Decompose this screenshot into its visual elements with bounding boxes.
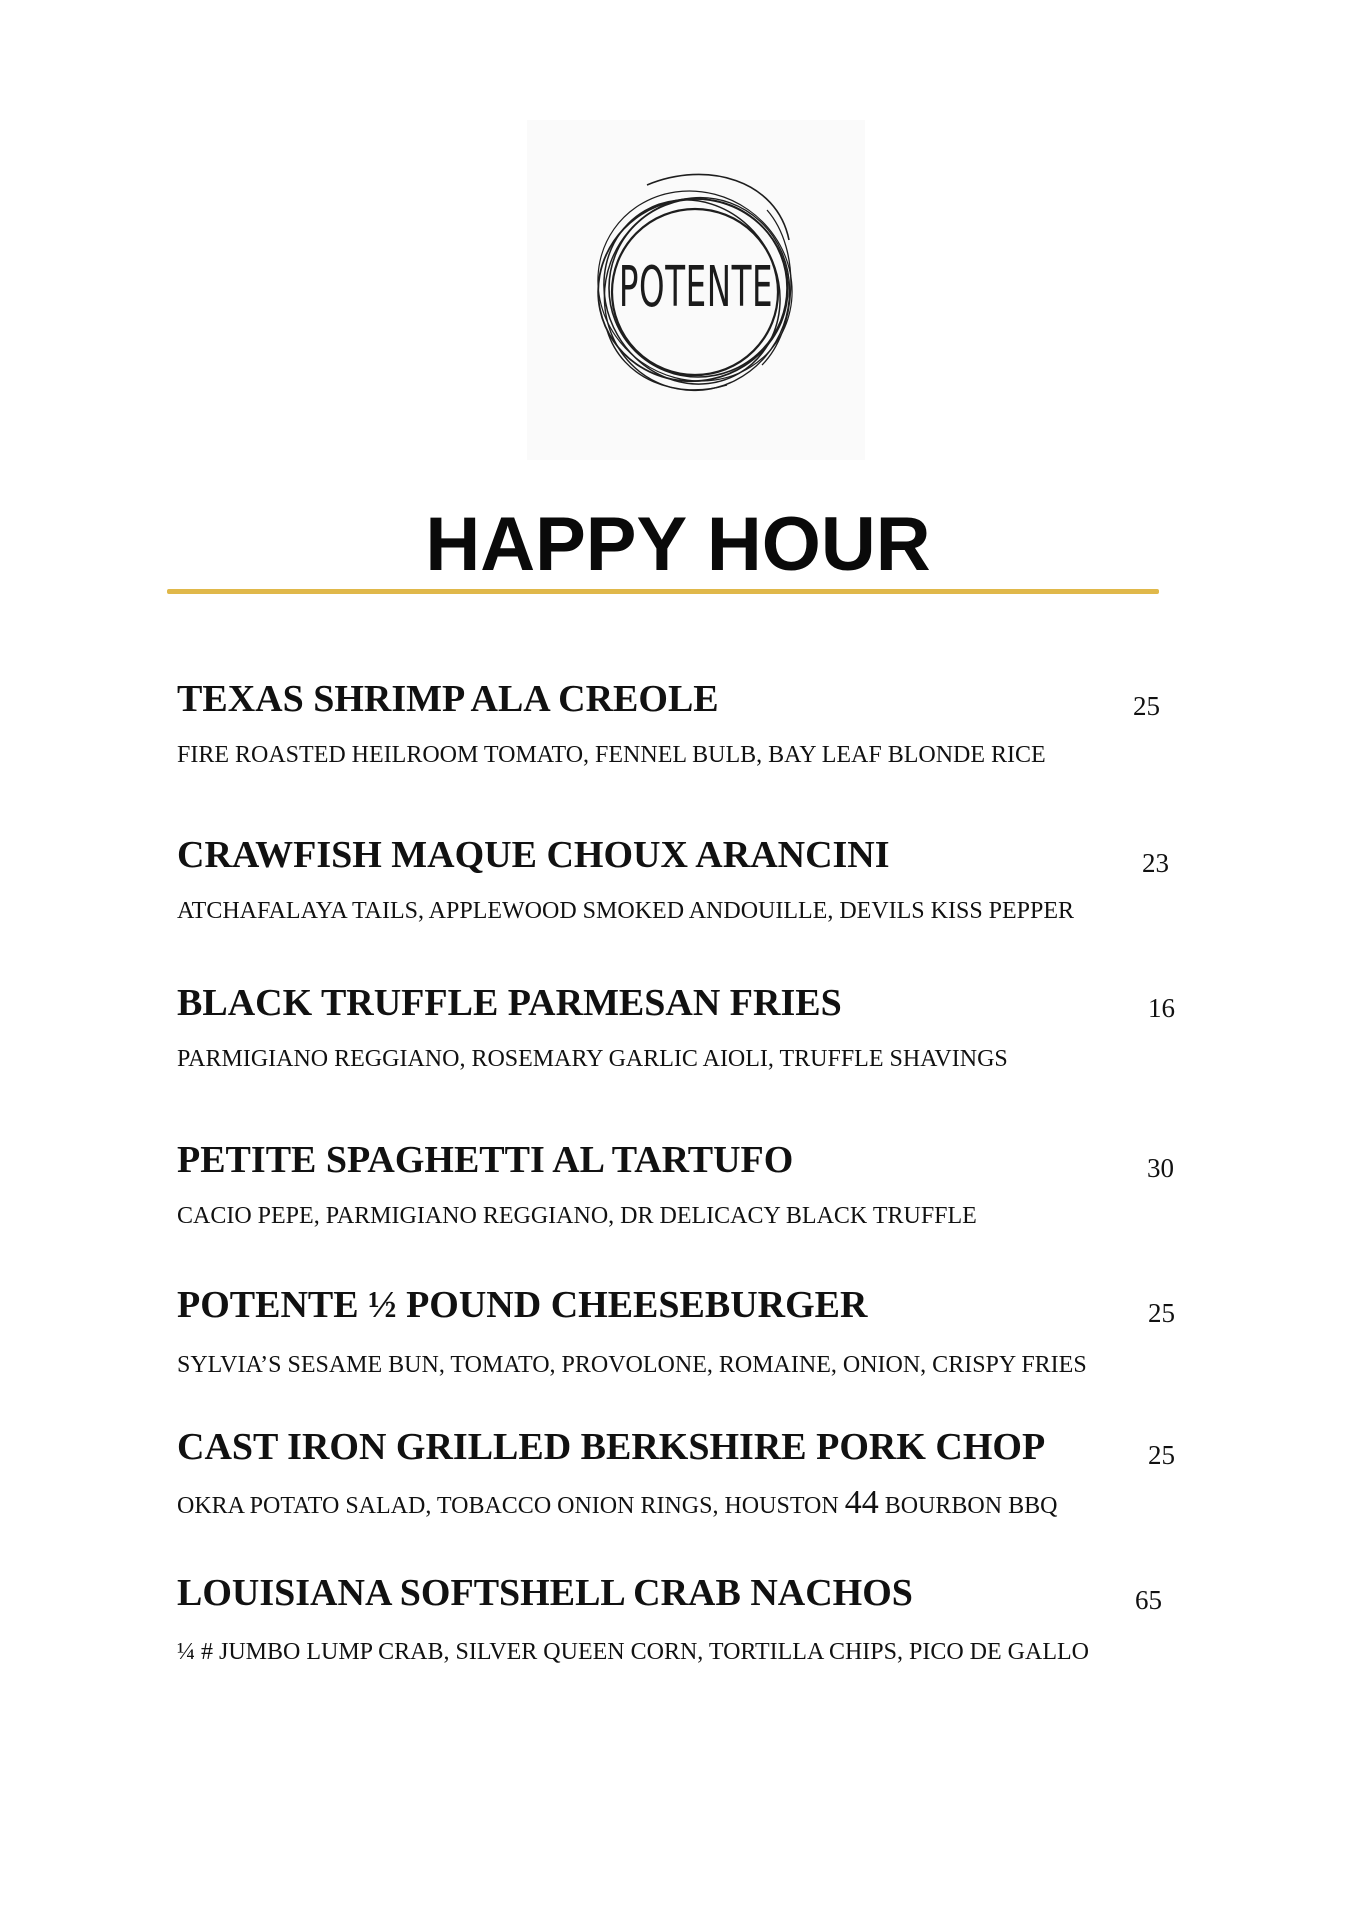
page-title: HAPPY HOUR (425, 502, 931, 587)
description-number: 44 (844, 1484, 879, 1521)
menu-item-price: 23 (1142, 848, 1169, 878)
menu-item-price: 16 (1148, 993, 1175, 1023)
menu-item-name: TEXAS SHRIMP ALA CREOLE (177, 678, 719, 720)
menu-item-name: CAST IRON GRILLED BERKSHIRE PORK CHOP (177, 1426, 1046, 1468)
menu-item-name: LOUISIANA SOFTSHELL CRAB NACHOS (177, 1572, 913, 1614)
title-underline (167, 589, 1159, 594)
potente-logo (527, 120, 865, 460)
menu-item-description: ¼ # JUMBO LUMP CRAB, SILVER QUEEN CORN, TORTILLA CHIPS, PICO DE GALLO (177, 1639, 1089, 1665)
menu-item-price: 25 (1148, 1440, 1175, 1470)
menu-item-name: BLACK TRUFFLE PARMESAN FRIES (177, 982, 842, 1024)
menu-item-price: 65 (1135, 1585, 1162, 1615)
menu-item-description: ATCHAFALAYA TAILS, APPLEWOOD SMOKED ANDOUILLE, DEVILS KISS PEPPER (177, 898, 1075, 924)
menu-item-name: POTENTE ½ POUND CHEESEBURGER (177, 1284, 868, 1326)
menu-item-description (177, 1484, 1058, 1521)
menu-item-description: CACIO PEPE, PARMIGIANO REGGIANO, DR DELICACY BLACK TRUFFLE (177, 1203, 977, 1229)
menu-item-price: 25 (1148, 1298, 1175, 1328)
menu-item-price: 30 (1147, 1153, 1174, 1183)
menu-item-name: PETITE SPAGHETTI AL TARTUFO (177, 1139, 794, 1181)
description-text: BOURBON BBQ (878, 1493, 1058, 1519)
menu-item-price: 25 (1133, 691, 1160, 721)
menu-item-description: PARMIGIANO REGGIANO, ROSEMARY GARLIC AIOLI, TRUFFLE SHAVINGS (177, 1046, 1008, 1072)
description-text: OKRA POTATO SALAD, TOBACCO ONION RINGS, HOUSTON (177, 1493, 845, 1519)
menu-item-name: CRAWFISH MAQUE CHOUX ARANCINI (177, 834, 890, 876)
menu-item-description: FIRE ROASTED HEILROOM TOMATO, FENNEL BULB, BAY LEAF BLONDE RICE (177, 742, 1046, 768)
menu-item-description: SYLVIA’S SESAME BUN, TOMATO, PROVOLONE, ROMAINE, ONION, CRISPY FRIES (177, 1352, 1087, 1378)
logo-wordmark: POTENTE (618, 255, 774, 320)
